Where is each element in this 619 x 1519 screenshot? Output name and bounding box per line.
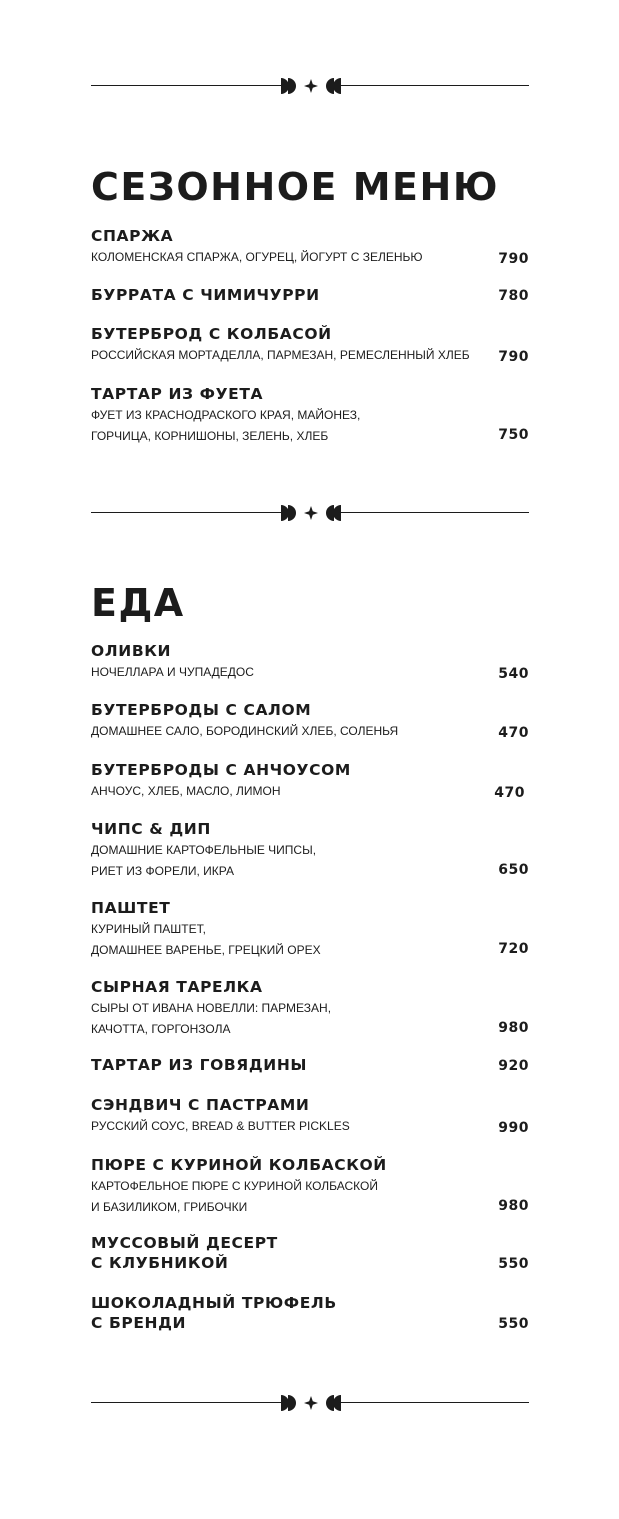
divider-line: [91, 512, 281, 513]
item-price: 790: [498, 251, 529, 267]
item-name: ТАРТАР ИЗ ФУЕТА: [91, 385, 264, 403]
item-description: КОЛОМЕНСКАЯ СПАРЖА, ОГУРЕЦ, ЙОГУРТ С ЗЕЛЕНЬЮ: [91, 250, 423, 264]
item-name: СПАРЖА: [91, 227, 174, 245]
item-description: АНЧОУС, ХЛЕБ, МАСЛО, ЛИМОН: [91, 784, 281, 798]
menu-item: [91, 1293, 529, 1333]
item-price: 920: [498, 1058, 529, 1074]
item-price: 650: [498, 862, 529, 878]
item-name: БУРРАТА С ЧИМИЧУРРИ: [91, 286, 320, 304]
divider-bottom: [91, 1393, 529, 1413]
divider-line: [91, 1402, 281, 1403]
section-title-seasonal: СЕЗОННОЕ МЕНЮ: [91, 165, 499, 209]
menu-item: [91, 1055, 529, 1075]
item-name: ПАШТЕТ: [91, 899, 171, 917]
item-price: 470: [494, 785, 525, 801]
item-description: РОССИЙСКАЯ МОРТАДЕЛЛА, ПАРМЕЗАН, РЕМЕСЛЕННЫЙ ХЛЕБ: [91, 348, 470, 362]
item-name: СЭНДВИЧ С ПАСТРАМИ: [91, 1096, 310, 1114]
item-price: 720: [498, 941, 529, 957]
menu-item: [91, 285, 529, 305]
item-name: ПЮРЕ С КУРИНОЙ КОЛБАСКОЙ: [91, 1156, 387, 1174]
menu-item: [91, 324, 529, 366]
item-description: ДОМАШНЕЕ САЛО, БОРОДИНСКИЙ ХЛЕБ, СОЛЕНЬЯ: [91, 724, 399, 738]
item-name: СЫРНАЯ ТАРЕЛКА: [91, 978, 263, 996]
item-price: 980: [498, 1198, 529, 1214]
menu-item: [91, 898, 529, 961]
item-price: 470: [498, 725, 529, 741]
item-description: РУССКИЙ СОУС, BREAD & BUTTER PICKLES: [91, 1119, 350, 1133]
item-description: КУРИНЫЙ ПАШТЕТ, ДОМАШНЕЕ ВАРЕНЬЕ, ГРЕЦКИЙ ОРЕХ: [91, 922, 321, 957]
menu-item: [91, 641, 529, 683]
item-name: БУТЕРБРОД С КОЛБАСОЙ: [91, 325, 332, 343]
item-name: ЧИПС & ДИП: [91, 820, 211, 838]
item-name: БУТЕРБРОДЫ С САЛОМ: [91, 701, 312, 719]
section-title-food: ЕДА: [91, 581, 185, 625]
moon-star-divider-icon: [279, 76, 343, 96]
divider-line: [341, 512, 529, 513]
item-price: 550: [498, 1316, 529, 1332]
item-price: 550: [498, 1256, 529, 1272]
item-name: БУТЕРБРОДЫ С АНЧОУСОМ: [91, 761, 351, 779]
moon-star-divider-icon: [279, 503, 343, 523]
item-price: 990: [498, 1120, 529, 1136]
item-price: 540: [498, 666, 529, 682]
item-price: 980: [498, 1020, 529, 1036]
item-description: СЫРЫ ОТ ИВАНА НОВЕЛЛИ: ПАРМЕЗАН, КАЧОТТА, ГОРГОНЗОЛА: [91, 1001, 332, 1036]
menu-item: [91, 1095, 529, 1137]
divider-line: [91, 85, 281, 86]
divider-line: [341, 85, 529, 86]
item-description: ФУЕТ ИЗ КРАСНОДРАСКОГО КРАЯ, МАЙОНЕЗ, ГОРЧИЦА, КОРНИШОНЫ, ЗЕЛЕНЬ, ХЛЕБ: [91, 408, 361, 443]
item-name: ОЛИВКИ: [91, 642, 172, 660]
item-price: 750: [498, 427, 529, 443]
item-price: 790: [498, 349, 529, 365]
item-name: ШОКОЛАДНЫЙ ТРЮФЕЛЬ С БРЕНДИ: [91, 1294, 337, 1332]
menu-item: [91, 760, 529, 802]
item-name: ТАРТАР ИЗ ГОВЯДИНЫ: [91, 1056, 308, 1074]
menu-item: [91, 384, 529, 447]
item-description: НОЧЕЛЛАРА И ЧУПАДЕДОС: [91, 665, 254, 679]
item-name: МУССОВЫЙ ДЕСЕРТ С КЛУБНИКОЙ: [91, 1234, 278, 1272]
divider-line: [341, 1402, 529, 1403]
menu-item: [91, 977, 529, 1040]
menu-item: [91, 700, 529, 742]
menu-item: [91, 1233, 529, 1273]
menu-item: [91, 819, 529, 882]
moon-star-divider-icon: [279, 1393, 343, 1413]
item-price: 780: [498, 288, 529, 304]
divider-middle: [91, 503, 529, 523]
menu-item: [91, 226, 529, 268]
item-description: КАРТОФЕЛЬНОЕ ПЮРЕ С КУРИНОЙ КОЛБАСКОЙ И БАЗИЛИКОМ, ГРИБОЧКИ: [91, 1179, 378, 1214]
item-description: ДОМАШНИЕ КАРТОФЕЛЬНЫЕ ЧИПСЫ, РИЕТ ИЗ ФОРЕЛИ, ИКРА: [91, 843, 317, 878]
divider-top: [91, 76, 529, 96]
menu-item: [91, 1155, 529, 1218]
